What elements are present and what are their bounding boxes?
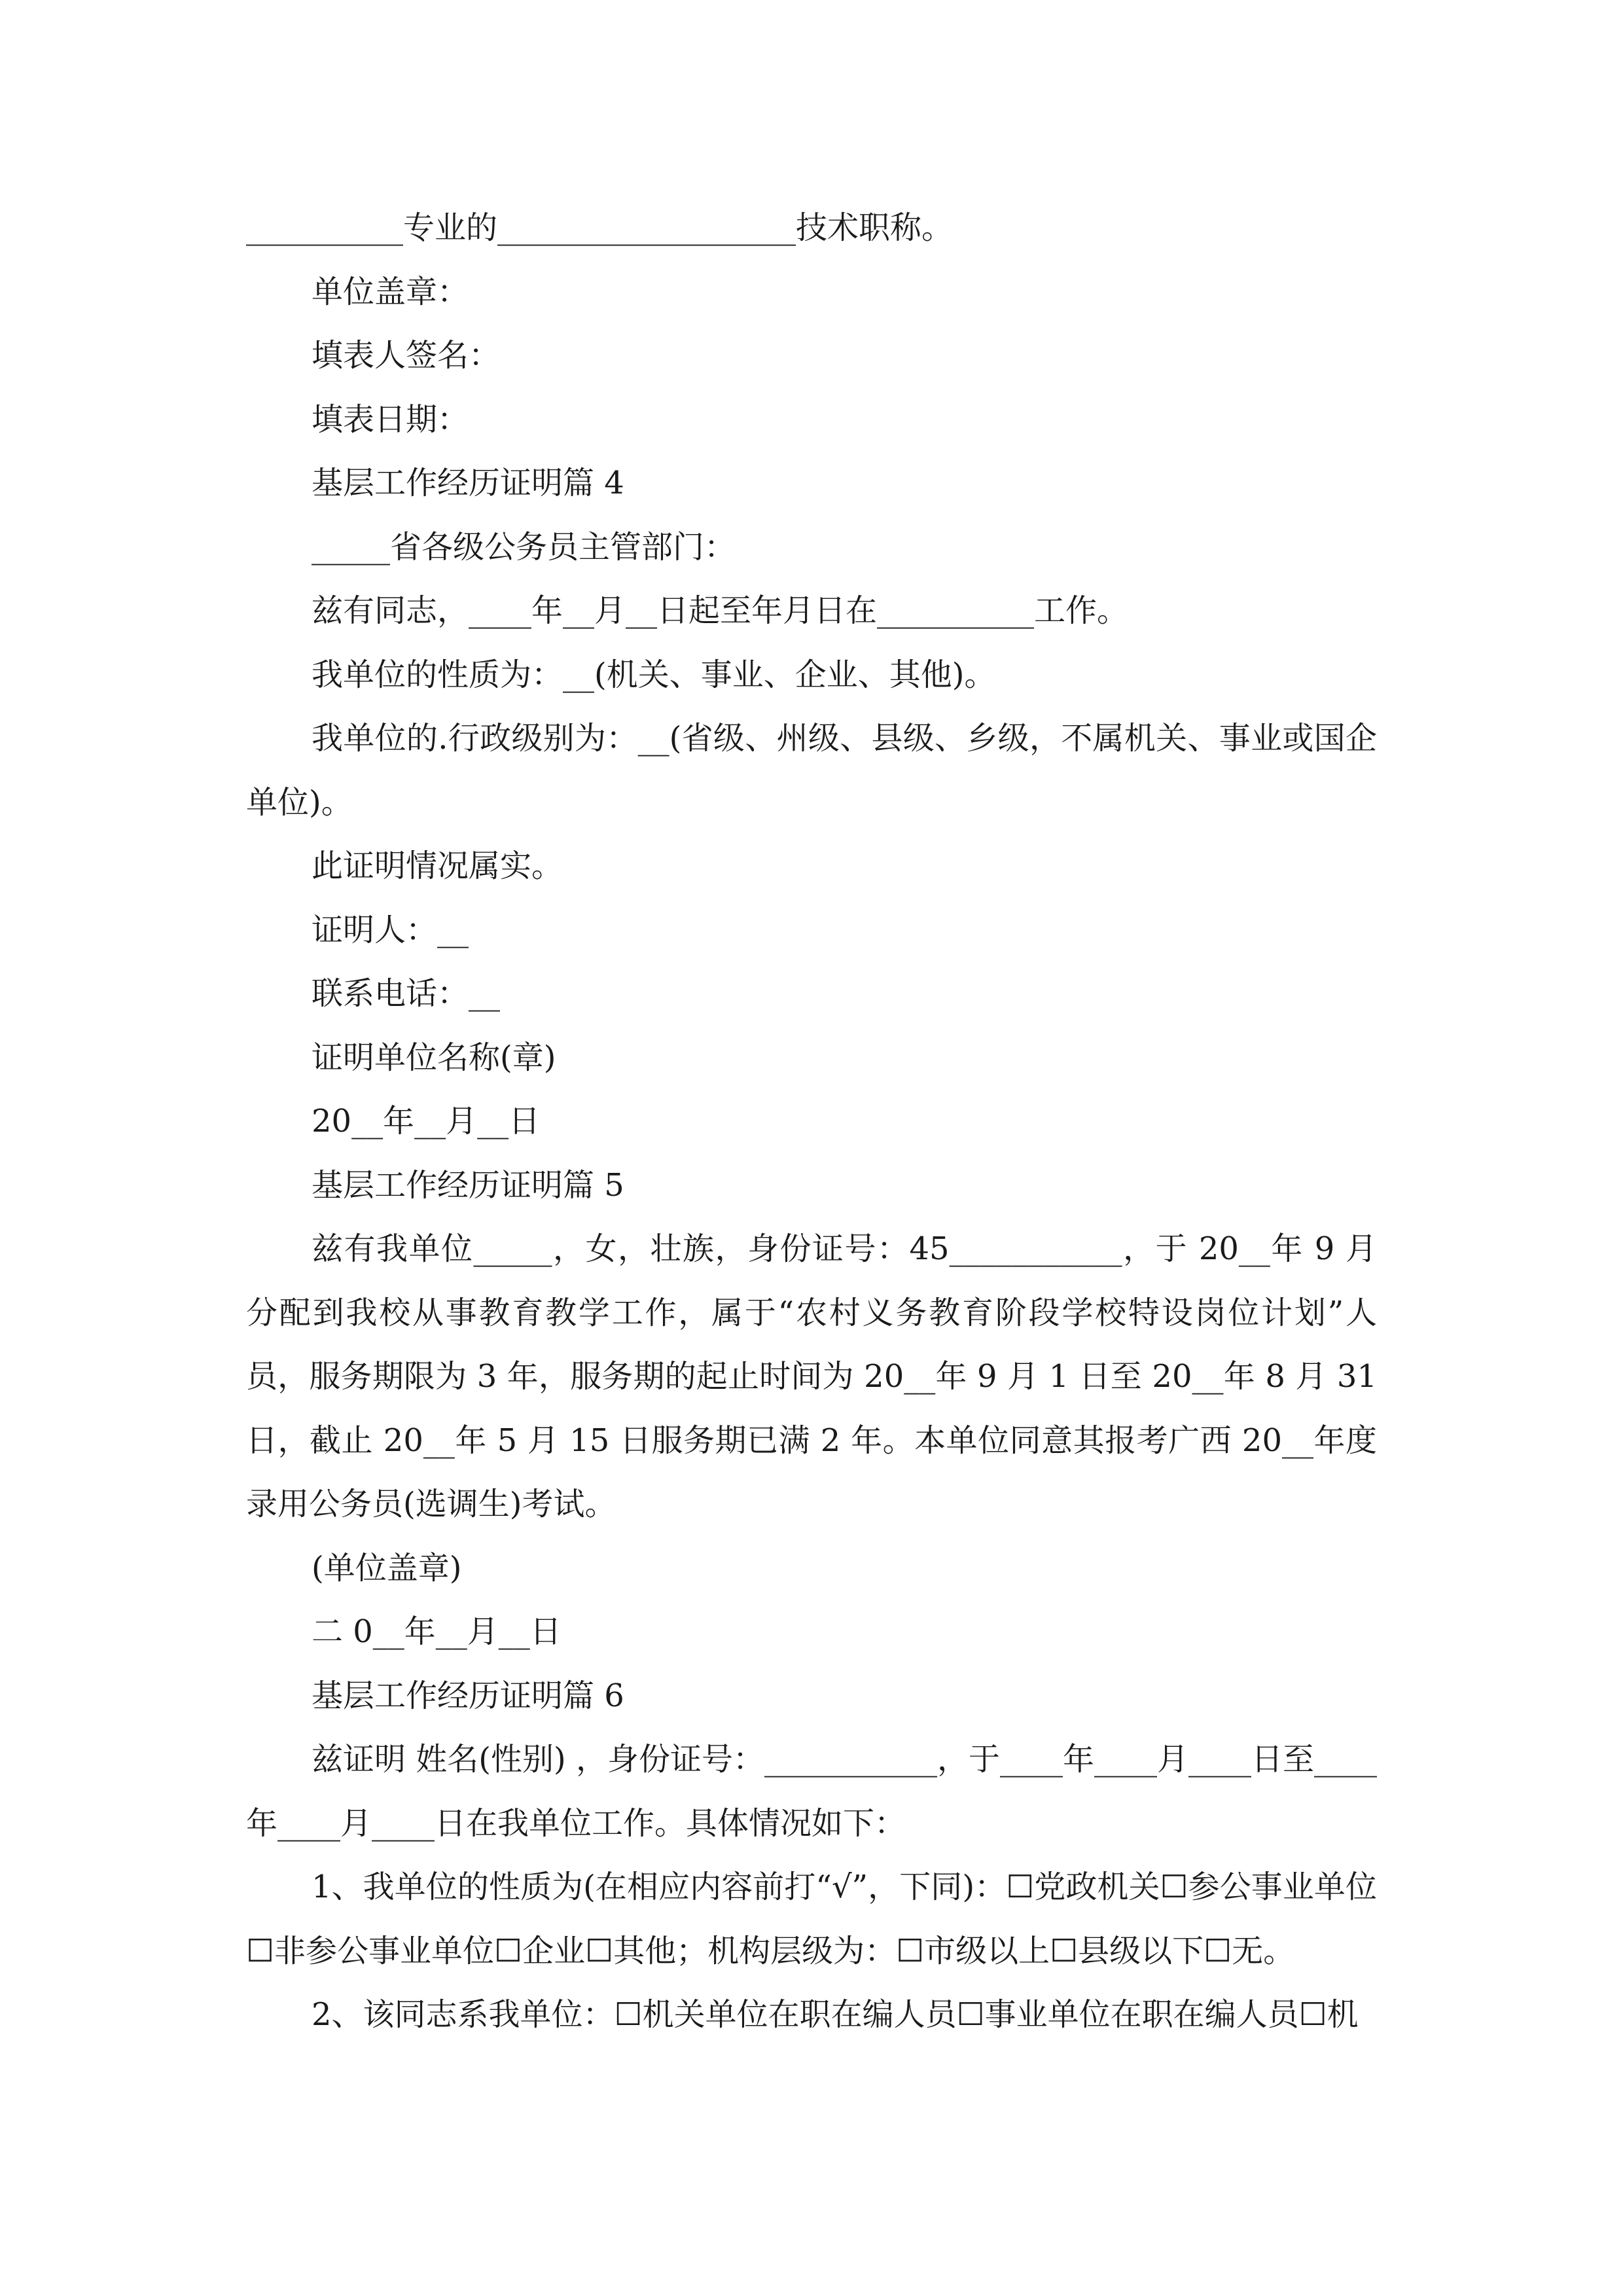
paragraph-unit-name: 证明单位名称(章) — [312, 1039, 556, 1076]
document-body — [246, 196, 1387, 2047]
paragraph-unit-seal-2: (单位盖章) — [312, 1549, 462, 1587]
paragraph-item-1: 1、我单位的性质为(在相应内容前打“√”，下同)：☐党政机关☐参公事业单位☐非参公事业单位☐企业☐其他；机构层级为：☐市级以上☐县级以下☐无。 — [246, 1869, 1377, 1969]
paragraph-filler-signature: 填表人签名： — [312, 337, 501, 374]
paragraph-date-1: 20__年__月__日 — [312, 1103, 541, 1139]
paragraph-unit-seal: 单位盖章： — [312, 273, 469, 310]
paragraph-fill-date: 填表日期： — [312, 401, 469, 438]
section-heading-5: 基层工作经历证明篇 5 — [312, 1166, 624, 1204]
paragraph-date-2: 二 0__年__月__日 — [312, 1613, 562, 1650]
paragraph-identity-period: 兹证明 姓名(性别) ，身份证号：___________，于____年____月____日至____年____月____日在我单位工作。具体情况如下： — [246, 1741, 1377, 1842]
paragraph-admin-level: 我单位的.行政级别为：__(省级、州级、县级、乡级，不属机关、事业或国企单位)。 — [246, 720, 1377, 821]
paragraph-certify-true: 此证明情况属实。 — [312, 848, 563, 884]
section-heading-6: 基层工作经历证明篇 6 — [312, 1677, 624, 1714]
paragraph-work-period: 兹有同志，____年__月__日起至年月日在__________工作。 — [312, 592, 1129, 629]
paragraph-item-2: 2、该同志系我单位：☐机关单位在职在编人员☐事业单位在职在编人员☐机 — [312, 1996, 1359, 2033]
paragraph-witness: 证明人：__ — [312, 911, 469, 948]
paragraph-phone: 联系电话：__ — [312, 975, 501, 1012]
paragraph-unit-nature: 我单位的性质为：__(机关、事业、企业、其他)。 — [312, 656, 996, 693]
paragraph-teacher-certificate: 兹有我单位_____，女，壮族，身份证号：45___________，于 20__年 9 月分配到我校从事教育教学工作，属于“农村义务教育阶段学校特设岗位计划”人员，服务期限为 3 年，服务期的起止时间为 20__年 9 月 1 日至 20__年 8 月 31 日，截止 20__年 5 月 15 日服务期已满 2 年。本单位同意其报考广西 20__年度录用公务员(选调生)考试。 — [246, 1230, 1387, 1522]
paragraph-title-line: __________专业的___________________技术职称。 — [246, 209, 954, 246]
section-heading-4: 基层工作经历证明篇 4 — [312, 465, 624, 501]
paragraph-addressee: _____省各级公务员主管部门： — [312, 528, 736, 565]
